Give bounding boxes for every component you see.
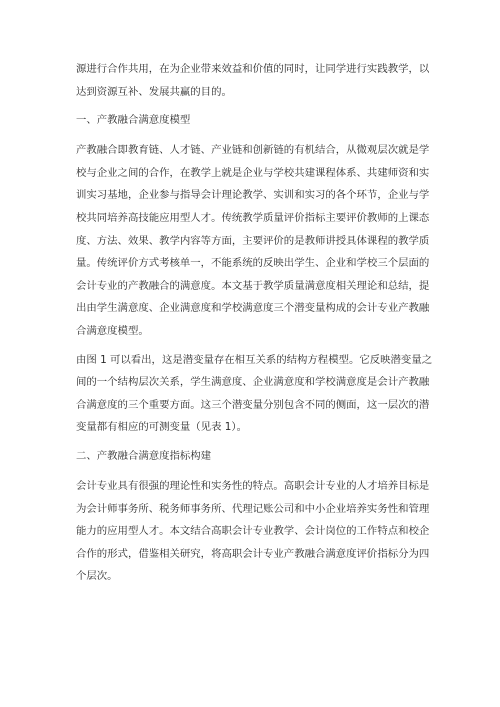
paragraph-line: 变量都有相应的可测变量（见表 1）。 — [76, 421, 247, 434]
paragraph-line: 由图 1 可以看出，这是潜变量存在相互关系的结构方程模型。它反映潜变量之 — [76, 353, 433, 366]
paragraph-line: 训实习基地，企业参与指导会计理论教学、实训和实习的各个环节，企业与学 — [76, 189, 430, 202]
paragraph — [76, 349, 436, 439]
document-body — [76, 58, 436, 594]
paragraph-line: 合满意度的三个重要方面。这三个潜变量分别包含不同的侧面，这一层次的潜 — [76, 398, 430, 411]
paragraph-line: 间的一个结构层次关系，学生满意度、企业满意度和学校满意度是会计产教融 — [76, 376, 430, 389]
paragraph-line: 达到资源互补、发展共赢的目的。 — [76, 85, 232, 98]
section-heading: 二、产教融合满意度指标构建 — [76, 449, 212, 462]
paragraph — [76, 139, 436, 342]
paragraph-line: 产教融合即教育链、人才链、产业链和创新链的有机结合，从微观层次就是学 — [76, 144, 430, 157]
paragraph — [76, 475, 436, 588]
section-heading: 一、产教融合满意度模型 — [76, 114, 191, 127]
paragraph-line: 会计专业的产教融合的满意度。本文基于教学质量满意度相关理论和总结，提 — [76, 279, 430, 292]
paragraph-line: 能力的应用型人才。本文结合高职会计专业教学、会计岗位的工作特点和校企 — [76, 525, 430, 538]
paragraph-line: 量。传统评价方式考核单一，不能系统的反映出学生、企业和学校三个层面的 — [76, 257, 430, 270]
paragraph-line: 合满意度模型。 — [76, 324, 149, 337]
paragraph-line: 校与企业之间的合作，在教学上就是企业与学校共建课程体系、共建师资和实 — [76, 166, 430, 179]
paragraph-line: 会计专业具有很强的理论性和实务性的特点。高职会计专业的人才培养目标是 — [76, 479, 430, 492]
paragraph-line: 个层次。 — [76, 570, 118, 583]
paragraph-line: 源进行合作共用，在为企业带来效益和价值的同时，让同学进行实践教学，以 — [76, 63, 430, 75]
paragraph-line: 度、方法、效果、教学内容等方面，主要评价的是教师讲授具体课程的教学质 — [76, 234, 430, 247]
paragraph-line: 为会计师事务所、税务师事务所、代理记账公司和中小企业培养实务性和管理 — [76, 502, 430, 515]
paragraph-line: 合作的形式，借鉴相关研究，将高职会计专业产教融合满意度评价指标分为四 — [76, 547, 430, 560]
paragraph — [76, 58, 436, 103]
paragraph-line: 出由学生满意度、企业满意度和学校满意度三个潜变量构成的会计专业产教融 — [76, 302, 430, 315]
paragraph-line: 校共同培养高技能应用型人才。传统教学质量评价指标主要评价教师的上课态 — [76, 211, 430, 224]
